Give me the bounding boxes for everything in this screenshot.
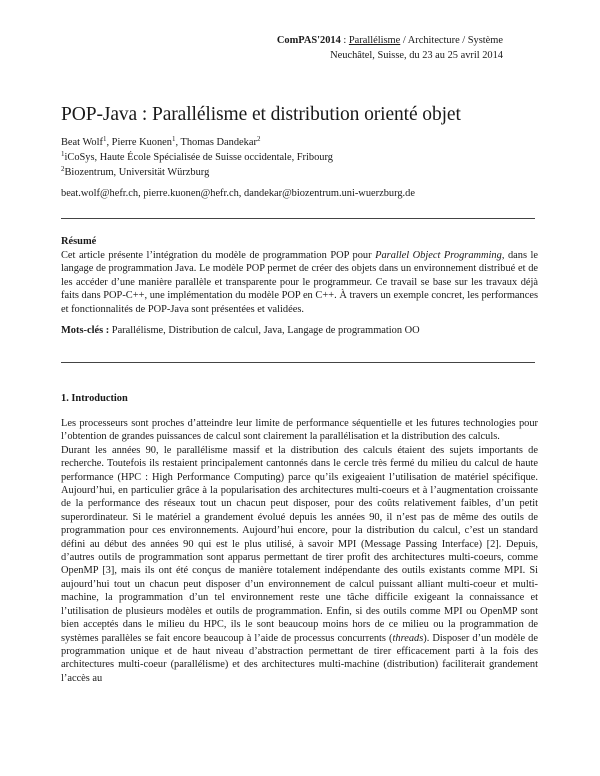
divider-top [61, 218, 535, 219]
affiliation-1 [61, 150, 531, 165]
conference-name: ComPAS'2014 [276, 35, 341, 46]
paragraph-1: Les processeurs sont proches d’atteindre leur limite de performance séquentielle et les futures technologies pour l’obtention de grandes puissances de calcul sont clairement la parallélisation et la distribution des calculs. [61, 418, 538, 443]
abstract-text-b: , dans le langage de programmation Java. Le modèle POP permet de créer des objets dans un environnement distribué et de les accéder d’une manière parallèle et transparente pour le programmeur. Ce travail se base sur les travaux déjà faits dans POP-C++, une implémentation du modèle POP en C++. À travers un exemple concret, les performances et fonctionnalités de POP-Java sont présentées et validées. [61, 249, 539, 315]
section-body [61, 417, 538, 685]
running-header [173, 33, 503, 63]
keywords-list: Parallélisme, Distribution de calcul, Java, Langage de programmation OO [109, 324, 420, 336]
header-separator: : [340, 35, 349, 46]
author-1: Beat Wolf [61, 137, 103, 148]
paragraph-2-b: ). Disposer d’un modèle de programmation unique et de haut niveau d’abstraction permettant de tirer efficacement parti à la fois des architectures multi-coeur (parallélisme) et des architectures multi-machine (distribution) faciliterait grandement l’accès au [61, 632, 538, 684]
author-2-sup: 1 [171, 135, 176, 143]
abstract-text-a: Cet article présente l’intégration du modèle de programmation POP pour [61, 249, 376, 261]
affiliation-2 [61, 165, 531, 180]
abstract-block [61, 235, 538, 337]
author-block [61, 135, 531, 180]
affiliation-1-text: iCoSys, Haute École Spécialisée de Suisse occidentale, Fribourg [64, 152, 333, 163]
affiliation-1-sup: 1 [61, 150, 65, 158]
conference-line [173, 33, 503, 48]
abstract-heading: Résumé [61, 236, 97, 247]
track-rest: / Architecture / Système [400, 35, 503, 46]
paragraph-2-emphasis: threads [392, 632, 424, 644]
paragraph-2-a: Durant les années 90, le parallélisme massif et la distribution des calculs étaient des sujets importants de recherche. Toutefois ils restaient principalement cantonnés dans le cercle très fermé du milieu du calcul de haute performance (HPC : High Performance Computing) parce qu’ils exigeaient l’utilisation de matériel spécifique. Aujourd’hui, en particulier grâce à la popularisation des architectures multi-coeurs et à l’augmentation croissante de la performance des réseaux tout un chacun peut disposer, pour des coûts relativement faibles, d’un petit superordinateur. Si le matériel a grandement évolué depuis les années 90, il n’est pas de même des outils de programmation pour ces environnements. Aujourd’hui encore, pour la distribution du calcul, c’est un standard défini au début des années 90 qui est le plus utilisé, à savoir MPI (Message Passing Interface) [2]. Depuis, d’autres outils de programmation sont apparus permettant de tirer profit des architectures multi-coeurs, comme OpenMP [3], mais ils ont été conçus de manière totalement indépendante des outils existants comme MPI. Si aujourd’hui tout un chacun peut disposer d’un environnement de calcul puissant alliant multi-coeur et multi-machine, la programmation d’un tel environnement reste une tâche difficile exigeant la connaissance et l’utilisation de plusieurs modèles et outils de programmation. Enfin, si des outils comme MPI ou OpenMP sont bien acceptés dans le milieu du HPC, ils le sont beaucoup moins hors de ce milieu ou la programmation de systèmes parallèles se fait encore beaucoup à l’aide de processus concurrents ( [61, 444, 538, 644]
track-link[interactable]: Parallélisme [348, 35, 401, 46]
paragraph-2 [61, 444, 538, 685]
author-3: , Thomas Dandekar [175, 137, 257, 148]
affiliation-2-sup: 2 [61, 165, 65, 173]
author-2: , Pierre Kuonen [106, 137, 172, 148]
paper-title: POP-Java : Parallélisme et distribution orienté objet [61, 104, 461, 125]
keywords [61, 324, 538, 338]
affiliation-2-text: Biozentrum, Universität Würzburg [64, 167, 210, 178]
author-emails[interactable]: beat.wolf@hefr.ch, pierre.kuonen@hefr.ch, dandekar@biozentrum.uni-wuerzburg.de [61, 188, 415, 199]
author-1-sup: 1 [102, 135, 107, 143]
divider-bottom [61, 362, 535, 363]
abstract-text [61, 249, 538, 317]
abstract-text-emphasis: Parallel Object Programming [375, 249, 502, 261]
author-3-sup: 2 [256, 135, 261, 143]
section-title: 1. Introduction [61, 393, 128, 404]
keywords-label: Mots-clés : [61, 324, 110, 336]
location-date: Neuchâtel, Suisse, du 23 au 25 avril 2014 [330, 50, 503, 61]
author-line [61, 135, 531, 150]
